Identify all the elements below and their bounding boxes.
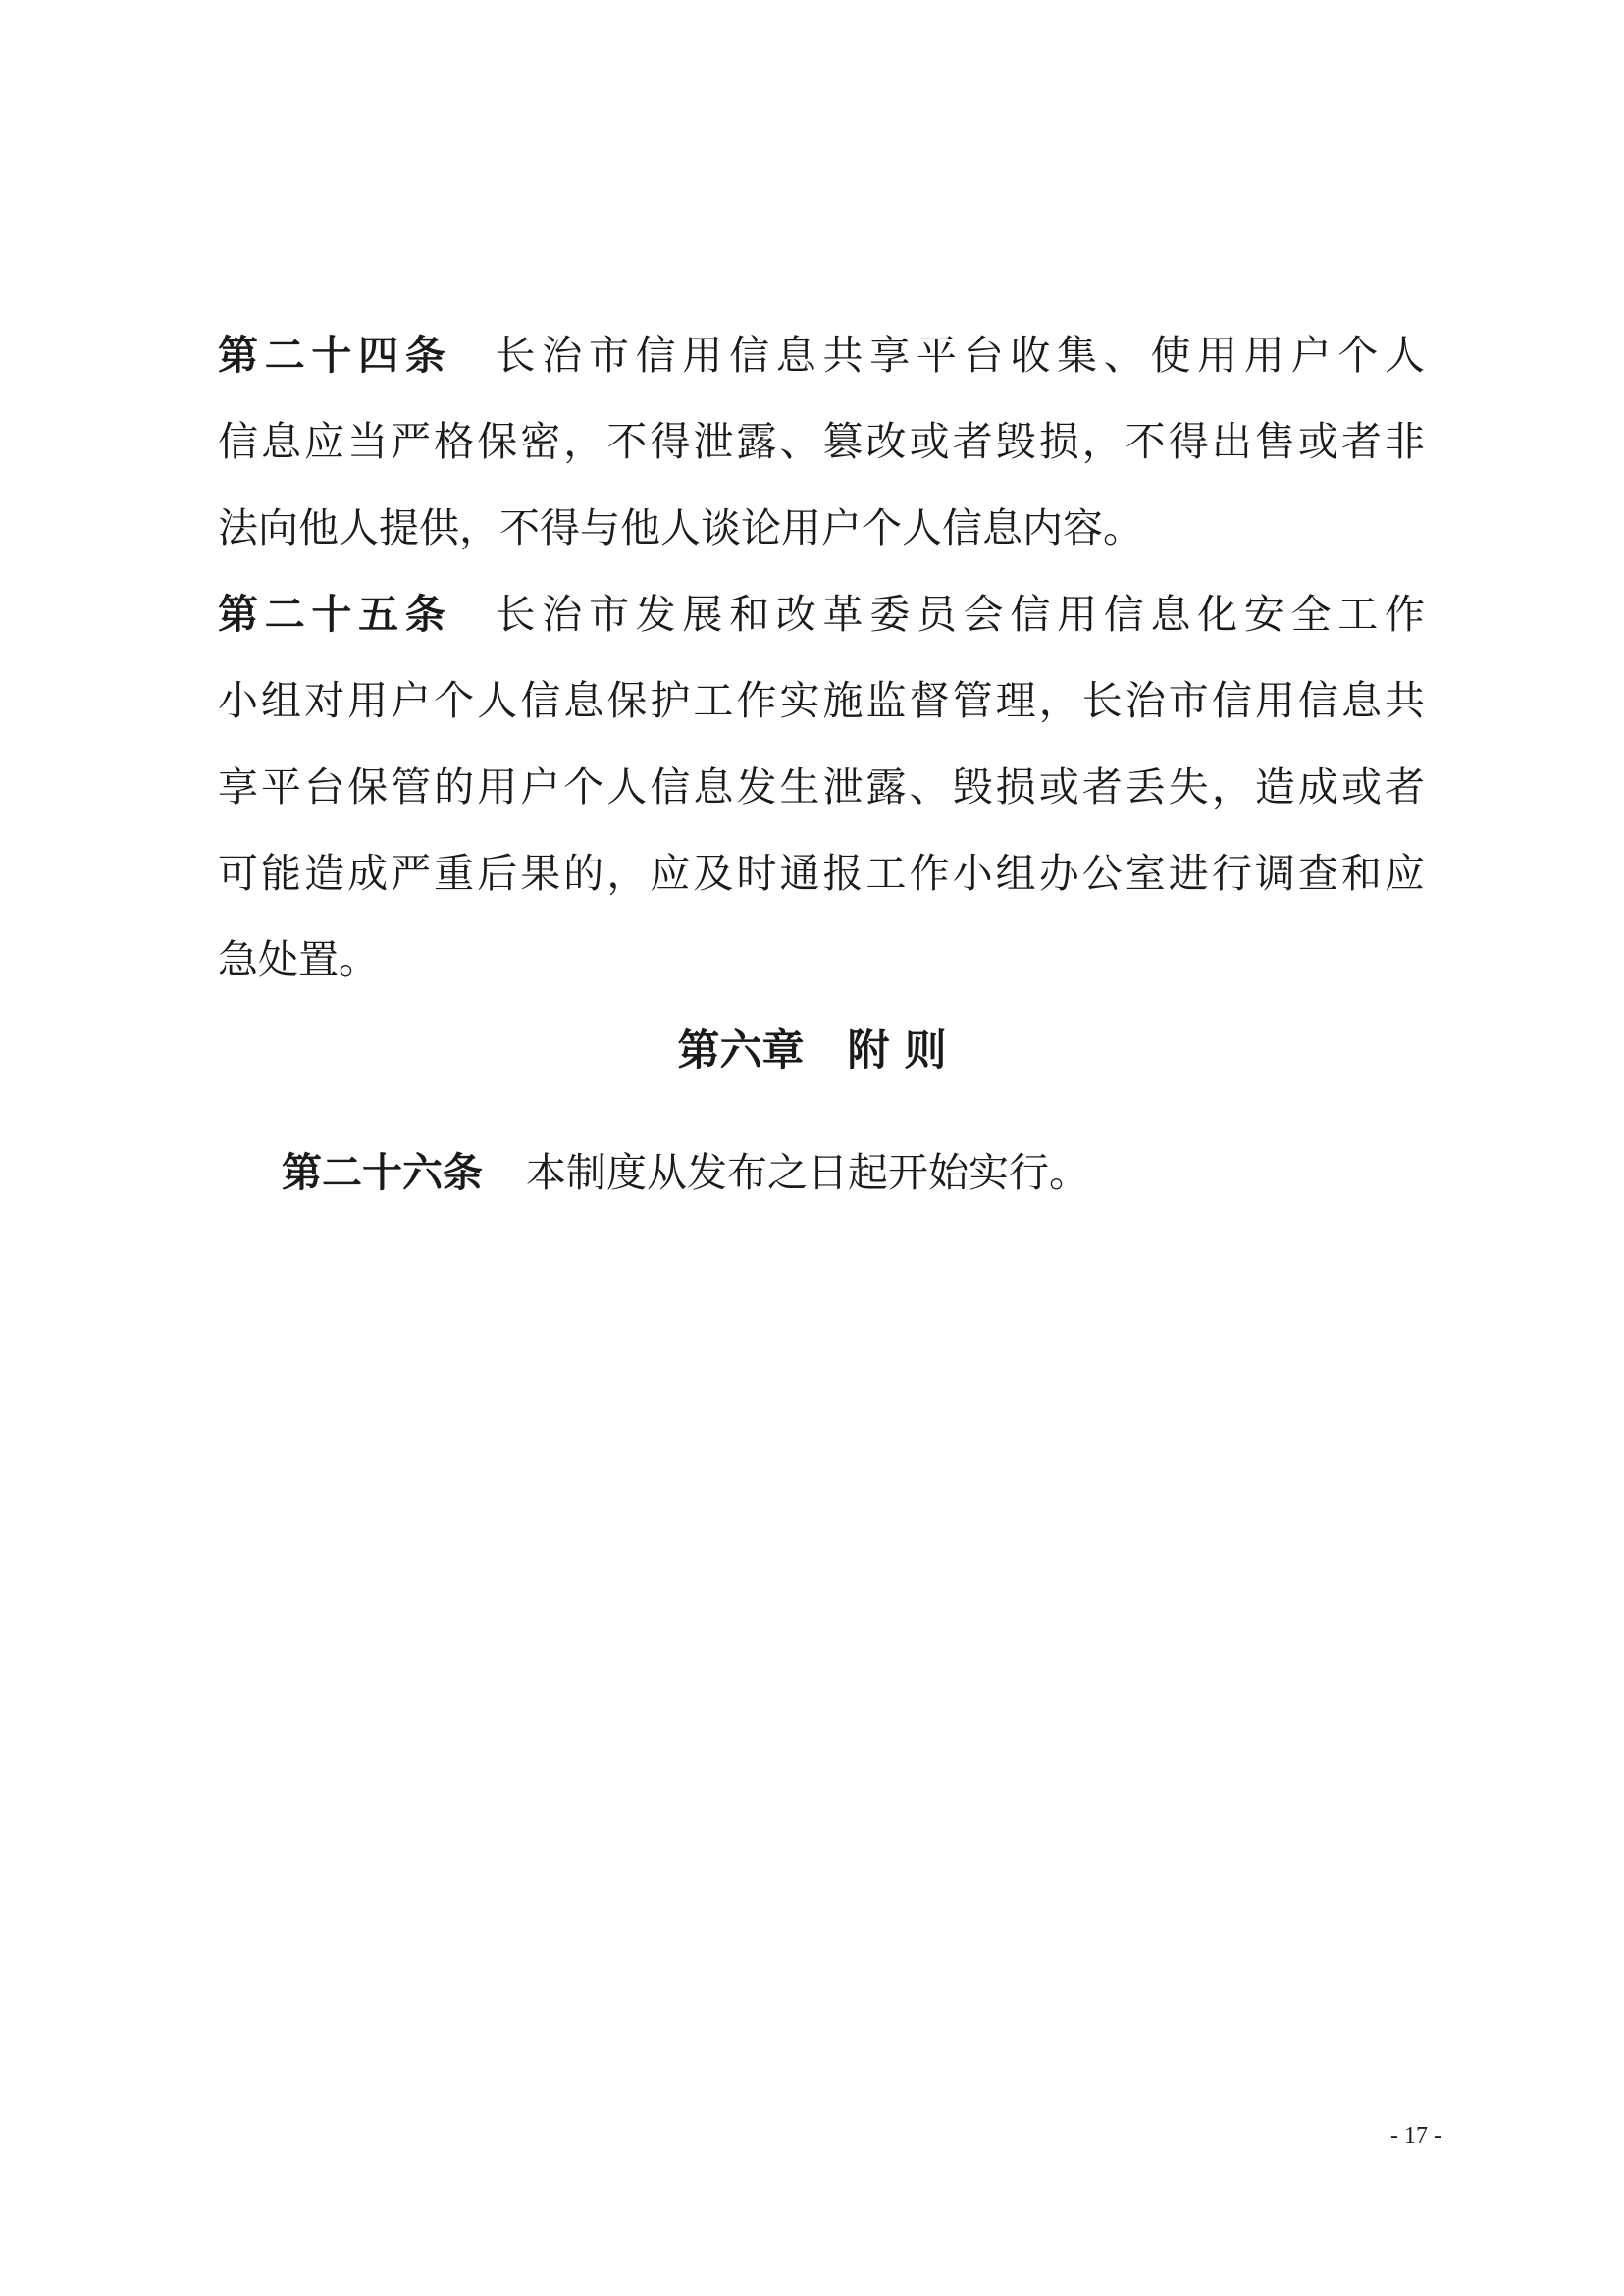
article-25-line-1 — [218, 590, 1425, 639]
article-24-line-3: 法向他人提供，不得与他人谈论用户个人信息内容。 — [218, 504, 1143, 551]
chapter-title: 第六章 — [677, 1026, 805, 1075]
article-26-text: 本制度从发布之日起开始实行。 — [526, 1149, 1089, 1196]
article-25-line-4: 可能造成严重后果的，应及时通报工作小组办公室进行调查和应 — [218, 850, 1425, 897]
page-number: - 17 - — [1390, 2123, 1441, 2149]
article-24-line-1 — [218, 331, 1425, 380]
chapter-heading — [0, 1023, 1624, 1078]
article-26-line-1 — [282, 1148, 1425, 1197]
article-25-text-1: 长治市发展和改革委员会信用信息化安全工作 — [495, 591, 1425, 638]
article-25-line-5: 急处置。 — [218, 936, 379, 983]
article-25-line-3: 享平台保管的用户个人信息发生泄露、毁损或者丢失，造成或者 — [218, 763, 1425, 810]
article-26-label: 第二十六条 — [282, 1149, 483, 1196]
article-25-label: 第二十五条 — [218, 591, 452, 638]
chapter-subtitle: 附 则 — [847, 1026, 947, 1075]
article-24-label: 第二十四条 — [218, 332, 452, 379]
article-24-text-1: 长治市信用信息共享平台收集、使用用户个人 — [495, 332, 1425, 379]
article-25-line-2: 小组对用户个人信息保护工作实施监督管理，长治市信用信息共 — [218, 677, 1425, 724]
article-24-line-2: 信息应当严格保密，不得泄露、篡改或者毁损，不得出售或者非 — [218, 418, 1425, 465]
